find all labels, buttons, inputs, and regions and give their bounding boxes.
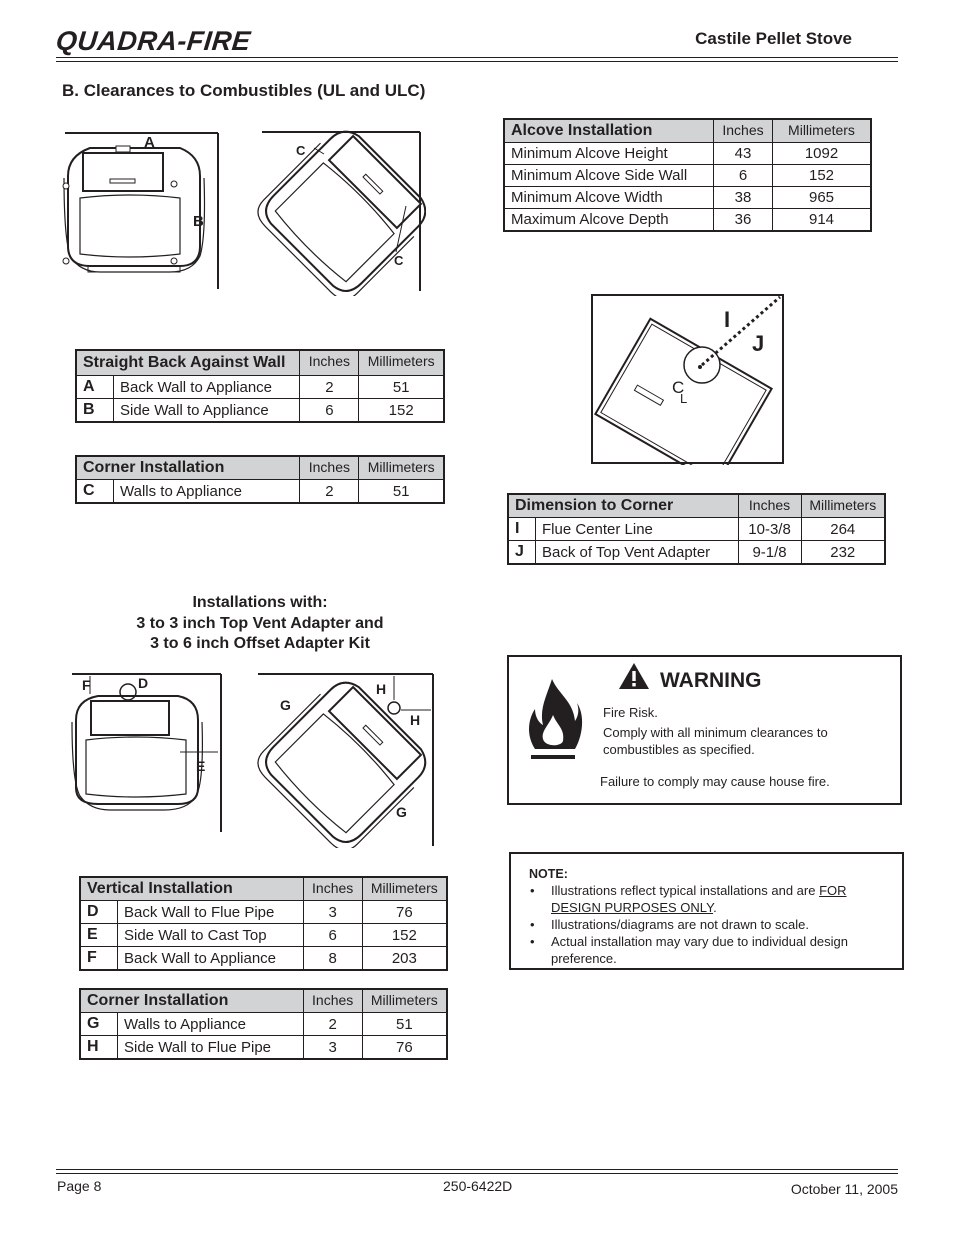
alcove-table-title: Alcove Installation (504, 119, 714, 143)
label-f: F (82, 677, 91, 693)
footer-rule-thin (56, 1173, 898, 1174)
row-inches: 3 (303, 901, 362, 924)
vertical-installation-table (79, 876, 448, 971)
table-row (80, 901, 447, 924)
row-key: D (80, 901, 118, 924)
row-inches: 8 (303, 947, 362, 971)
col-mm: Millimeters (359, 350, 444, 376)
straight-back-table (75, 349, 445, 423)
table-row (508, 518, 885, 541)
document-number: 250-6422D (443, 1178, 513, 1194)
row-key: H (80, 1036, 118, 1060)
row-inches: 3 (303, 1036, 362, 1060)
table-row (508, 541, 885, 565)
row-inches: 38 (714, 187, 773, 209)
row-mm: 965 (773, 187, 872, 209)
footer-rule (56, 1169, 898, 1170)
centerline-l: L (680, 391, 688, 406)
warning-triangle-icon (618, 662, 650, 690)
row-label: Back Wall to Appliance (118, 947, 304, 971)
label-h-side: H (410, 712, 421, 728)
warning-line: Comply with all minimum clearances to (603, 725, 828, 740)
row-key: E (80, 924, 118, 947)
warning-line: Failure to comply may cause house fire. (600, 774, 830, 789)
label-j: J (752, 331, 765, 356)
note-box (509, 852, 904, 970)
row-inches: 2 (300, 376, 359, 399)
row-inches: 6 (303, 924, 362, 947)
row-mm: 232 (801, 541, 885, 565)
row-mm: 51 (362, 1013, 447, 1036)
corner-dimension-diagram (590, 293, 786, 465)
row-mm: 914 (773, 209, 872, 232)
row-label: Minimum Alcove Height (504, 143, 714, 165)
row-inches: 6 (300, 399, 359, 423)
row-key: G (80, 1013, 118, 1036)
corner-installation-table-2 (79, 988, 448, 1060)
row-key: J (508, 541, 536, 565)
page-number: Page 8 (57, 1178, 102, 1194)
note-text: Illustrations reflect typical installations and are (551, 883, 820, 898)
col-mm: Millimeters (801, 494, 885, 518)
row-mm: 203 (362, 947, 447, 971)
table-row (80, 947, 447, 971)
straight-back-diagram (60, 126, 225, 296)
row-label: Side Wall to Appliance (114, 399, 300, 423)
table-row (504, 143, 871, 165)
corner-flue-diagram (256, 670, 436, 848)
label-d: D (138, 675, 149, 691)
caption-line: 3 to 3 inch Top Vent Adapter and (136, 614, 384, 632)
table-row (76, 399, 444, 423)
row-inches: 2 (303, 1013, 362, 1036)
col-mm: Millimeters (773, 119, 872, 143)
warning-title: WARNING (660, 669, 762, 692)
centerline-c: C (672, 378, 685, 397)
row-key: B (76, 399, 114, 423)
row-mm: 76 (362, 1036, 447, 1060)
note-title: NOTE: (529, 867, 568, 881)
row-label: Side Wall to Cast Top (118, 924, 304, 947)
corner-table-title: Corner Installation (80, 989, 303, 1013)
installations-caption (100, 593, 420, 655)
row-mm: 76 (362, 901, 447, 924)
col-inches: Inches (738, 494, 801, 518)
label-e: E (196, 758, 206, 774)
fire-icon (525, 677, 583, 763)
table-row (80, 1013, 447, 1036)
document-title: Castile Pellet Stove (695, 29, 852, 48)
table-row (504, 209, 871, 232)
row-label: Back Wall to Appliance (114, 376, 300, 399)
row-key: I (508, 518, 536, 541)
warning-line: Fire Risk. (603, 705, 658, 720)
label-b: B (193, 213, 204, 230)
col-inches: Inches (303, 877, 362, 901)
alcove-installation-table (503, 118, 872, 232)
caption-line: Installations with: (192, 594, 328, 611)
label-i: I (724, 307, 731, 332)
list-item (527, 882, 887, 916)
straight-table-title: Straight Back Against Wall (76, 350, 300, 376)
warning-line: combustibles as specified. (603, 742, 755, 757)
table-row (80, 1036, 447, 1060)
row-label: Walls to Appliance (118, 1013, 304, 1036)
row-mm: 1092 (773, 143, 872, 165)
vertical-installation-diagram (68, 670, 228, 835)
header-rule-thin (56, 61, 898, 62)
row-label: Maximum Alcove Depth (504, 209, 714, 232)
table-row (76, 376, 444, 399)
row-label: Side Wall to Flue Pipe (118, 1036, 304, 1060)
label-a: A (144, 134, 155, 151)
row-inches: 6 (714, 165, 773, 187)
warning-box (507, 655, 902, 805)
row-mm: 152 (359, 399, 444, 423)
label-g-top: G (280, 697, 291, 713)
col-mm: Millimeters (359, 456, 444, 480)
corner-installation-table-1 (75, 455, 445, 504)
document-date: October 11, 2005 (790, 1181, 898, 1197)
corner-diagram (256, 126, 426, 296)
col-inches: Inches (714, 119, 773, 143)
row-label: Flue Center Line (536, 518, 739, 541)
row-key: F (80, 947, 118, 971)
caption-line: 3 to 6 inch Offset Adapter Kit (150, 635, 370, 652)
list-item: • Actual installation may vary due to individual design preference. (527, 933, 887, 967)
row-inches: 36 (714, 209, 773, 232)
table-row (76, 480, 444, 504)
row-mm: 152 (773, 165, 872, 187)
col-mm: Millimeters (362, 877, 447, 901)
row-label: Minimum Alcove Width (504, 187, 714, 209)
corner-table-title: Corner Installation (76, 456, 300, 480)
row-label: Back of Top Vent Adapter (536, 541, 739, 565)
list-item: • Illustrations/diagrams are not drawn to scale. (527, 916, 887, 933)
label-g-bottom: G (396, 804, 407, 820)
label-c-side: C (394, 253, 404, 268)
header-rule (56, 57, 898, 58)
note-list (527, 882, 887, 967)
col-inches: Inches (300, 456, 359, 480)
row-inches: 2 (300, 480, 359, 504)
row-label: Back Wall to Flue Pipe (118, 901, 304, 924)
col-mm: Millimeters (362, 989, 447, 1013)
row-mm: 51 (359, 376, 444, 399)
label-c-top: C (296, 143, 306, 158)
table-row (504, 165, 871, 187)
section-title: B. Clearances to Combustibles (UL and ULC) (62, 81, 426, 100)
col-inches: Inches (300, 350, 359, 376)
row-label: Walls to Appliance (114, 480, 300, 504)
row-mm: 152 (362, 924, 447, 947)
quadra-fire-logo: QUADRA-FIRE (54, 26, 253, 56)
row-key: C (76, 480, 114, 504)
row-inches: 43 (714, 143, 773, 165)
row-mm: 51 (359, 480, 444, 504)
row-inches: 10-3/8 (738, 518, 801, 541)
row-key: A (76, 376, 114, 399)
dimension-table-title: Dimension to Corner (508, 494, 738, 518)
row-inches: 9-1/8 (738, 541, 801, 565)
table-row (80, 924, 447, 947)
row-label: Minimum Alcove Side Wall (504, 165, 714, 187)
col-inches: Inches (303, 989, 362, 1013)
label-h-top: H (376, 681, 387, 697)
table-row (504, 187, 871, 209)
vertical-table-title: Vertical Installation (80, 877, 303, 901)
note-emphasis: FOR DESIGN PURPOSES ONLY (551, 883, 847, 915)
row-mm: 264 (801, 518, 885, 541)
dimension-to-corner-table (507, 493, 886, 565)
note-text: . (713, 900, 717, 915)
